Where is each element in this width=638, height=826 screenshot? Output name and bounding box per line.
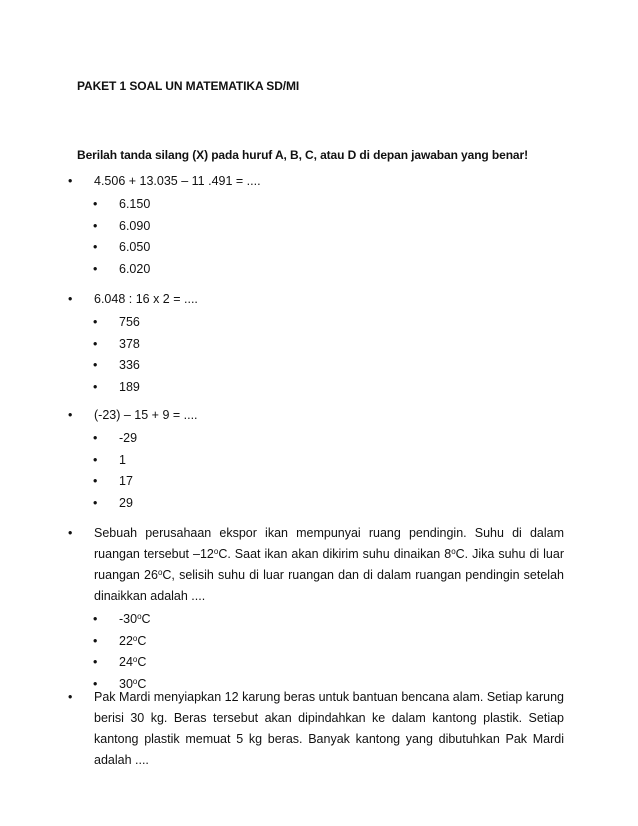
degree-sign: o <box>451 547 456 556</box>
option-item <box>68 377 564 399</box>
bullet: • <box>93 240 98 254</box>
instruction-text: Berilah tanda silang (X) pada huruf A, B, C, atau D di depan jawaban yang benar! <box>77 148 528 162</box>
option-text: 17 <box>119 474 133 488</box>
option-text: 189 <box>119 379 140 394</box>
bullet: • <box>93 315 98 329</box>
bullet: • <box>93 495 98 510</box>
question-text: 4.506 + 13.035 – 11 .491 = .... <box>94 174 261 188</box>
option-item <box>68 355 564 377</box>
option-unit: C <box>137 676 147 691</box>
question-1 <box>68 171 564 280</box>
bullet: • <box>93 197 98 211</box>
bullet: • <box>93 474 98 488</box>
bullet: • <box>93 452 98 467</box>
option-unit: C <box>137 633 147 648</box>
option-unit: C <box>141 612 151 626</box>
option-item <box>68 471 564 493</box>
option-item <box>68 609 564 631</box>
option-item <box>68 493 564 515</box>
option-text: 378 <box>119 336 140 351</box>
bullet: • <box>68 174 73 188</box>
question-4 <box>68 523 564 695</box>
option-value: 30 <box>119 676 133 691</box>
bullet: • <box>93 261 98 276</box>
option-list <box>68 312 564 398</box>
question-text: Pak Mardi menyiapkan 12 karung beras untuk bantuan bencana alam. Setiap karung berisi 30 kg. Beras tersebut akan dipindahkan ke dalam kantong plastik. Setiap kantong plastik memuat 5 kg beras. Banyak kantong yang dibutuhkan Pak Mardi adalah .... <box>94 690 564 767</box>
option-value: 22 <box>119 633 133 648</box>
document-title: PAKET 1 SOAL UN MATEMATIKA SD/MI <box>77 79 300 93</box>
option-item <box>68 259 564 281</box>
option-item <box>68 631 564 653</box>
option-text: 6.090 <box>119 218 151 233</box>
option-list <box>68 194 564 280</box>
option-list <box>68 609 564 695</box>
option-text: 756 <box>119 315 140 329</box>
option-item <box>68 312 564 334</box>
option-list <box>68 428 564 514</box>
option-text: 6.050 <box>119 240 151 254</box>
bullet: • <box>68 526 73 540</box>
degree-sign: o <box>132 676 138 686</box>
question-3 <box>68 405 564 514</box>
option-value: 24 <box>119 655 133 669</box>
degree-sign: o <box>137 612 142 621</box>
bullet: • <box>93 336 98 351</box>
degree-sign: o <box>132 633 138 643</box>
option-text: 6.150 <box>119 197 151 211</box>
question-5 <box>68 687 564 771</box>
question-text-part: C. Saat ikan akan dikirim suhu dinaikan 8 <box>218 547 452 561</box>
option-item <box>68 652 564 674</box>
bullet: • <box>68 690 73 704</box>
bullet: • <box>93 218 98 233</box>
bullet: • <box>93 358 98 372</box>
option-item <box>68 237 564 259</box>
bullet: • <box>93 633 98 648</box>
degree-sign: o <box>213 547 219 556</box>
option-text: 29 <box>119 495 133 510</box>
option-unit: C <box>137 655 147 669</box>
question-text <box>94 523 564 607</box>
option-text: -29 <box>119 431 138 445</box>
option-item <box>68 428 564 450</box>
bullet: • <box>68 292 73 306</box>
bullet: • <box>93 612 98 626</box>
option-item <box>68 216 564 238</box>
question-text: 6.048 : 16 x 2 = .... <box>94 292 198 306</box>
option-text: 336 <box>119 358 140 372</box>
bullet: • <box>93 655 98 669</box>
question-2 <box>68 289 564 398</box>
option-item <box>68 334 564 356</box>
degree-sign: o <box>132 655 138 664</box>
bullet: • <box>93 431 98 445</box>
bullet: • <box>93 676 98 691</box>
question-text-part: Sebuah perusahaan ekspor ikan mempunyai ruang pendingin. Suhu di dalam ruangan tersebut –12 <box>94 526 564 561</box>
question-text-part: C, selisih suhu di luar ruangan dan di dalam ruangan pendingin setelah dinaikkan adalah .... <box>94 568 564 603</box>
option-text: 6.020 <box>119 261 151 276</box>
bullet: • <box>93 379 98 394</box>
option-item <box>68 450 564 472</box>
bullet: • <box>68 408 73 422</box>
question-text: (-23) – 15 + 9 = .... <box>94 408 198 422</box>
question-text-part: C. Jika suhu di luar ruangan 26 <box>94 547 564 582</box>
degree-sign: o <box>157 568 163 577</box>
option-item <box>68 194 564 216</box>
option-text: 1 <box>119 452 126 467</box>
option-value: -30 <box>119 612 138 626</box>
